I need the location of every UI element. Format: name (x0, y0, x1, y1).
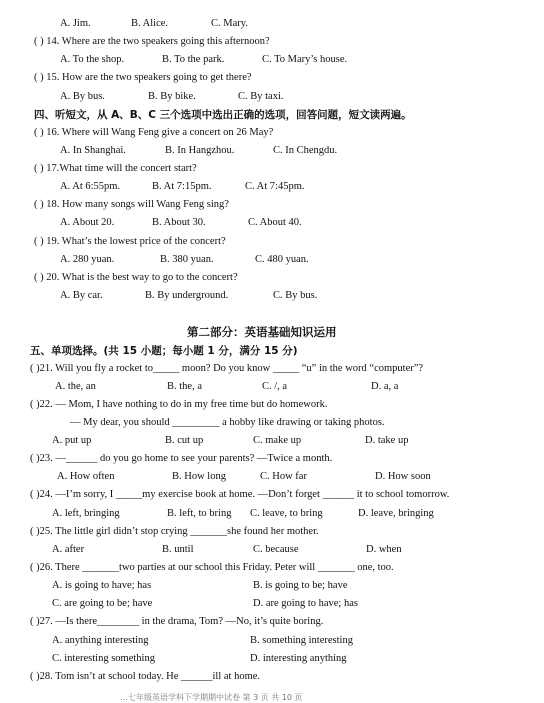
q28-stem: ( )28. Tom isn’t at school today. He ______ill at home. (30, 671, 261, 682)
q21-stem: ( )21. Will you fly a rocket to_____ moon? Do you know _____ “u” in the word “computer”? (30, 363, 424, 374)
q20-stem: ( ) 20. What is the best way to go to the concert? (34, 272, 238, 283)
page-footer: …七年级英语学科下学期期中试卷 第 3 页 共 10 页 (120, 693, 303, 702)
q13-option-b: B. Alice. (131, 18, 169, 29)
q23-option-c: C. How far (260, 471, 307, 482)
q21-option-d: D. a, a (371, 381, 399, 392)
q14-option-c: C. To Mary’s house. (262, 54, 348, 65)
q21-option-a: A. the, an (55, 381, 96, 392)
q16-option-c: C. In Chengdu. (273, 145, 338, 156)
q26-stem: ( )26. There _______two parties at our school this Friday. Peter will _______ one, too. (30, 562, 394, 573)
q20-option-c: C. By bus. (273, 290, 318, 301)
q14-option-b: B. To the park. (162, 54, 225, 65)
q21-option-c: C. /, a (262, 381, 288, 392)
q25-stem: ( )25. The little girl didn’t stop crying _______she found her mother. (30, 526, 319, 537)
q23-option-b: B. How long (172, 471, 226, 482)
q15-stem: ( ) 15. How are the two speakers going to get there? (34, 72, 252, 83)
q24-option-d: D. leave, bringing (358, 508, 434, 519)
q15-option-c: C. By taxi. (238, 91, 284, 102)
q22-option-b: B. cut up (165, 435, 204, 446)
q23-option-d: D. How soon (375, 471, 431, 482)
q13-option-a: A. Jim. (60, 18, 91, 29)
q20-option-a: A. By car. (60, 290, 103, 301)
q22-option-d: D. take up (365, 435, 409, 446)
q22-stem: ( )22. — Mom, I have nothing to do in my free time but do homework. (30, 399, 328, 410)
q25-option-a: A. after (52, 544, 85, 555)
q23-option-a: A. How often (57, 471, 115, 482)
q21-option-b: B. the, a (167, 381, 202, 392)
q18-option-b: B. About 30. (152, 217, 206, 228)
q17-stem: ( ) 17.What time will the concert start? (34, 163, 197, 174)
q19-option-b: B. 380 yuan. (160, 254, 214, 265)
q22-option-c: C. make up (253, 435, 302, 446)
q26-option-d: D. are going to have; has (253, 598, 358, 609)
q24-option-c: C. leave, to bring (250, 508, 323, 519)
q24-stem: ( )24. —I’m sorry, I _____my exercise book at home. —Don’t forget ______ it to school tomorrow. (30, 489, 450, 500)
q19-option-c: C. 480 yuan. (255, 254, 309, 265)
q23-stem: ( )23. —______ do you go home to see your parents? —Twice a month. (30, 453, 333, 464)
q17-option-c: C. At 7:45pm. (245, 181, 305, 192)
q18-stem: ( ) 18. How many songs will Wang Feng sing? (34, 199, 229, 210)
q14-option-a: A. To the shop. (60, 54, 125, 65)
q27-option-c: C. interesting something (52, 653, 155, 664)
q25-option-b: B. until (162, 544, 194, 555)
q24-option-a: A. left, bringing (52, 508, 120, 519)
q26-option-a: A. is going to have; has (52, 580, 152, 591)
q24-option-b: B. left, to bring (167, 508, 232, 519)
part-2-title: 第二部分：英语基础知识运用 (187, 325, 337, 339)
q25-option-c: C. because (253, 544, 299, 555)
q19-option-a: A. 280 yuan. (60, 254, 115, 265)
q16-stem: ( ) 16. Where will Wang Feng give a concert on 26 May? (34, 127, 274, 138)
q27-option-d: D. interesting anything (250, 653, 347, 664)
q16-option-b: B. In Hangzhou. (165, 145, 235, 156)
q27-option-a: A. anything interesting (52, 635, 149, 646)
q22-option-a: A. put up (52, 435, 92, 446)
q14-stem: ( ) 14. Where are the two speakers going this afternoon? (34, 36, 270, 47)
q26-option-c: C. are going to be; have (52, 598, 153, 609)
q15-option-a: A. By bus. (60, 91, 105, 102)
q18-option-a: A. About 20. (60, 217, 115, 228)
q27-stem: ( )27. —Is there________ in the drama, Tom? —No, it’s quite boring. (30, 616, 324, 627)
q17-option-a: A. At 6:55pm. (60, 181, 121, 192)
q20-option-b: B. By underground. (145, 290, 229, 301)
section-5-heading: 五、单项选择。(共 15 小题；每小题 1 分，满分 15 分) (30, 345, 298, 357)
q22-stem-reply: — My dear, you should _________ a hobby like drawing or taking photos. (70, 417, 385, 428)
q18-option-c: C. About 40. (248, 217, 302, 228)
q16-option-a: A. In Shanghai. (60, 145, 126, 156)
q15-option-b: B. By bike. (148, 91, 196, 102)
q13-option-c: C. Mary. (211, 18, 248, 29)
q17-option-b: B. At 7:15pm. (152, 181, 212, 192)
q19-stem: ( ) 19. What’s the lowest price of the concert? (34, 236, 226, 247)
q26-option-b: B. is going to be; have (253, 580, 348, 591)
q27-option-b: B. something interesting (250, 635, 353, 646)
section-4-heading: 四、听短文，从 A、B、C 三个选项中选出正确的选项，回答问题，短文读两遍。 (34, 109, 412, 121)
q25-option-d: D. when (366, 544, 402, 555)
